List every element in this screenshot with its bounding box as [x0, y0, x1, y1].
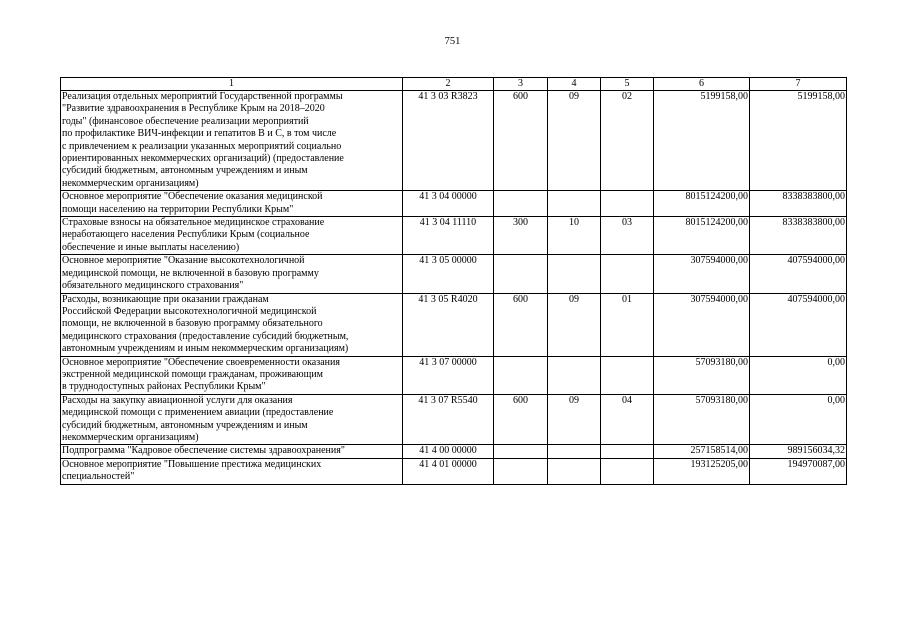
target-article-cell: 41 3 04 00000	[403, 191, 494, 217]
amount-year1-cell: 8015124200,00	[654, 217, 750, 255]
column-header: 2	[403, 78, 494, 91]
section-cell	[548, 255, 601, 293]
target-article-cell: 41 3 07 00000	[403, 356, 494, 394]
column-header: 3	[494, 78, 548, 91]
table-row	[61, 191, 847, 217]
column-header: 4	[548, 78, 601, 91]
target-article-cell: 41 4 01 00000	[403, 458, 494, 484]
table-row	[61, 255, 847, 293]
section-cell	[548, 356, 601, 394]
subsection-cell: 01	[601, 293, 654, 356]
target-article-cell: 41 3 07 R5540	[403, 394, 494, 445]
amount-year2-cell: 407594000,00	[750, 293, 847, 356]
table-row	[61, 293, 847, 356]
section-cell: 09	[548, 394, 601, 445]
subsection-cell	[601, 445, 654, 458]
subsection-cell	[601, 356, 654, 394]
amount-year1-cell: 257158514,00	[654, 445, 750, 458]
amount-year1-cell: 57093180,00	[654, 394, 750, 445]
section-cell	[548, 458, 601, 484]
amount-year1-cell: 193125205,00	[654, 458, 750, 484]
item-name-cell: Подпрограмма "Кадровое обеспечение системы здравоохранения"	[61, 445, 403, 458]
amount-year2-cell: 989156034,32	[750, 445, 847, 458]
item-name-cell: Основное мероприятие "Повышение престижа медицинских специальностей"	[61, 458, 403, 484]
section-cell: 10	[548, 217, 601, 255]
amount-year2-cell: 5199158,00	[750, 91, 847, 191]
item-name-cell: Основное мероприятие "Обеспечение своевременности оказания экстренной медицинской помощи гражданам, проживающим в труднодоступных районах Республики Крым"	[61, 356, 403, 394]
target-article-cell: 41 3 05 00000	[403, 255, 494, 293]
column-header: 7	[750, 78, 847, 91]
amount-year2-cell: 0,00	[750, 394, 847, 445]
subsection-cell: 03	[601, 217, 654, 255]
section-cell	[548, 445, 601, 458]
expense-type-cell	[494, 255, 548, 293]
target-article-cell: 41 4 00 00000	[403, 445, 494, 458]
column-header: 6	[654, 78, 750, 91]
table-row	[61, 445, 847, 458]
subsection-cell: 04	[601, 394, 654, 445]
table-row	[61, 356, 847, 394]
item-name-cell: Основное мероприятие "Оказание высокотехнологичной медицинской помощи, не включенной в базовую программу обязательного медицинского страхования"	[61, 255, 403, 293]
column-number-row	[61, 78, 847, 91]
table-row	[61, 394, 847, 445]
amount-year2-cell: 8338383800,00	[750, 191, 847, 217]
section-cell	[548, 191, 601, 217]
expense-type-cell: 600	[494, 91, 548, 191]
budget-table	[60, 77, 847, 485]
target-article-cell: 41 3 03 R3823	[403, 91, 494, 191]
target-article-cell: 41 3 04 11110	[403, 217, 494, 255]
subsection-cell	[601, 191, 654, 217]
item-name-cell: Реализация отдельных мероприятий Государственной программы "Развитие здравоохранения в Республике Крым на 2018–2020 годы" (финансовое обеспечение реализации мероприятий по профилактике ВИЧ-инфекции и гепатитов В и С, в том числе с привлечением к реализации указанных мероприятий социально ориентированных некоммерческих организаций) (предоставление субсидий бюджетным, автономным учреждениям и иным некоммерческим организациям)	[61, 91, 403, 191]
section-cell: 09	[548, 91, 601, 191]
target-article-cell: 41 3 05 R4020	[403, 293, 494, 356]
column-header: 5	[601, 78, 654, 91]
amount-year1-cell: 57093180,00	[654, 356, 750, 394]
expense-type-cell	[494, 356, 548, 394]
table-row	[61, 91, 847, 191]
subsection-cell: 02	[601, 91, 654, 191]
subsection-cell	[601, 458, 654, 484]
amount-year1-cell: 8015124200,00	[654, 191, 750, 217]
item-name-cell: Расходы на закупку авиационной услуги для оказания медицинской помощи с применением авиации (предоставление субсидий бюджетным, автономным учреждениям и иным некоммерческим организациям)	[61, 394, 403, 445]
amount-year2-cell: 0,00	[750, 356, 847, 394]
item-name-cell: Страховые взносы на обязательное медицинское страхование неработающего населения Республики Крым (социальное обеспечение и иные выплаты населению)	[61, 217, 403, 255]
amount-year1-cell: 307594000,00	[654, 293, 750, 356]
expense-type-cell: 600	[494, 293, 548, 356]
expense-type-cell	[494, 445, 548, 458]
expense-type-cell	[494, 458, 548, 484]
amount-year1-cell: 5199158,00	[654, 91, 750, 191]
table-row	[61, 217, 847, 255]
item-name-cell: Расходы, возникающие при оказании гражданам Российской Федерации высокотехнологичной медицинской помощи, не включенной в базовую программу обязательного медицинского страхования (предоставление субсидий бюджетным, автономным учреждениям и иным некоммерческим организациям)	[61, 293, 403, 356]
item-name-cell: Основное мероприятие "Обеспечение оказания медицинской помощи населению на территории Республики Крым"	[61, 191, 403, 217]
subsection-cell	[601, 255, 654, 293]
amount-year1-cell: 307594000,00	[654, 255, 750, 293]
expense-type-cell	[494, 191, 548, 217]
table-row	[61, 458, 847, 484]
amount-year2-cell: 407594000,00	[750, 255, 847, 293]
amount-year2-cell: 194970087,00	[750, 458, 847, 484]
expense-type-cell: 300	[494, 217, 548, 255]
section-cell: 09	[548, 293, 601, 356]
amount-year2-cell: 8338383800,00	[750, 217, 847, 255]
page-number: 751	[444, 36, 461, 47]
column-header: 1	[61, 78, 403, 91]
expense-type-cell: 600	[494, 394, 548, 445]
